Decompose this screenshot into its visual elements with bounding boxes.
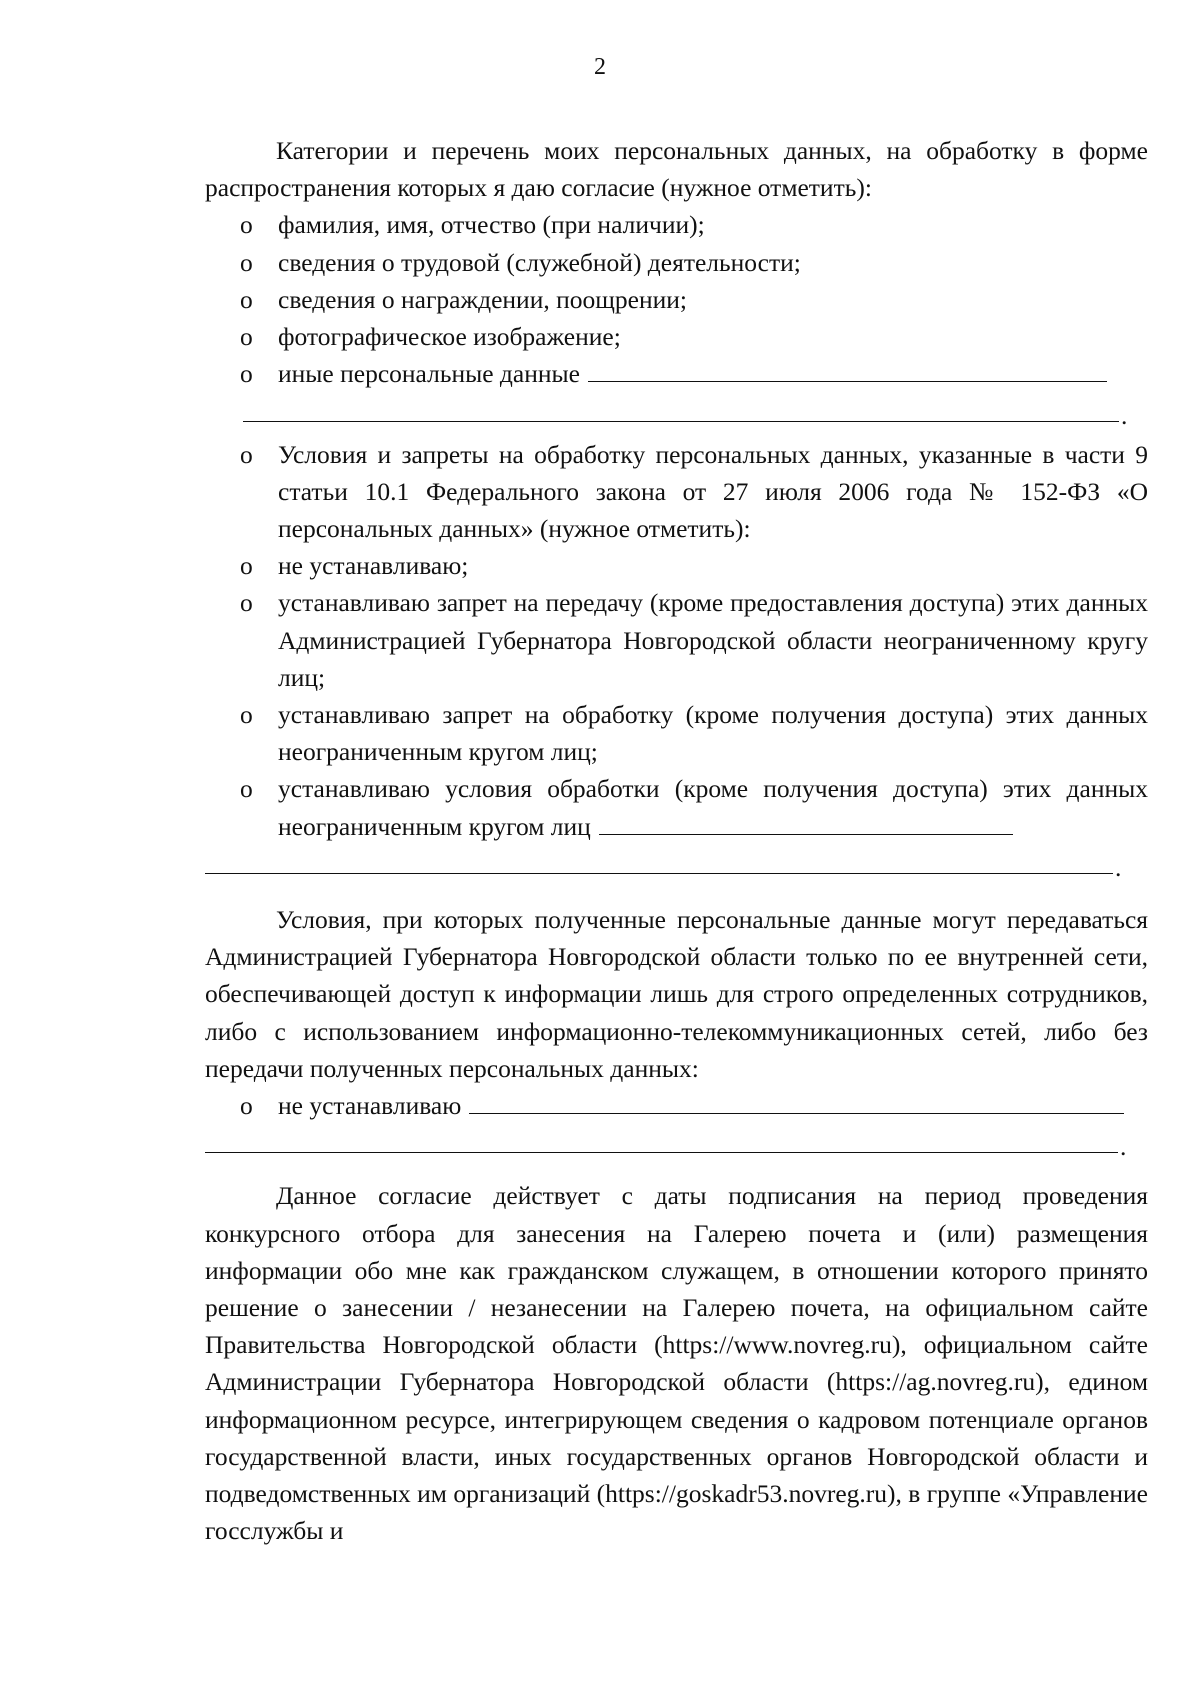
checkbox-circle-icon[interactable]: o <box>240 439 253 469</box>
checkbox-circle-icon[interactable]: o <box>240 322 253 352</box>
end-mark: . <box>1115 853 1122 883</box>
list-item-text: сведения о награждении, поощрении; <box>278 284 687 314</box>
transfer-conditions-list <box>205 1087 1148 1124</box>
list-item <box>205 355 1148 392</box>
transfer-continuation-line <box>205 1124 1148 1161</box>
end-mark: . <box>1121 400 1128 430</box>
page-number: 2 <box>594 54 606 80</box>
categories-intro: Категории и перечень моих персональных данных, на обработку в форме распространения которых я даю согласие (нужное отметить): <box>205 136 1148 203</box>
transfer-fill-line[interactable] <box>469 1090 1124 1114</box>
list-item-text: устанавливаю запрет на обработку (кроме получения доступа) этих данных неограниченным кругом лиц; <box>278 700 1148 767</box>
list-item <box>205 244 1148 281</box>
list-item-text: фотографическое изображение; <box>278 322 621 352</box>
checkbox-circle-icon[interactable]: o <box>240 210 253 240</box>
document-body <box>205 132 1148 1549</box>
checkbox-circle-icon[interactable]: o <box>240 284 253 314</box>
fill-rule[interactable] <box>243 421 1119 422</box>
list-item-text: сведения о трудовой (служебной) деятельности; <box>278 247 801 277</box>
fill-rule[interactable] <box>205 873 1113 874</box>
list-item <box>205 318 1148 355</box>
list-item-text: Условия и запреты на обработку персональных данных, указанные в части 9 статьи 10.1 Федерального закона от 27 июля 2006 года № 152-ФЗ «О персональных данных» (нужное отметить): <box>278 439 1148 544</box>
conditions-continuation-line <box>205 845 1148 882</box>
other-data-fill-line[interactable] <box>588 358 1107 382</box>
categories-list <box>205 206 1148 392</box>
list-item-text: не устанавливаю; <box>278 551 469 581</box>
list-item-text: не устанавливаю <box>278 1091 462 1121</box>
checkbox-circle-icon[interactable]: o <box>240 247 253 277</box>
list-item <box>205 206 1148 243</box>
consent-validity-paragraph: Данное согласие действует с даты подписания на период проведения конкурсного отбора для занесения на Галерею почета и (или) размещения информации обо мне как гражданском служащем, в отношении которого принято решение о занесении / незанесении на Галерею почета, на официальном сайте Правительства Новгородской области (https://www.novreg.ru), официальном сайте Администрации Губернатора Новгородской области (https://ag.novreg.ru), едином информационном ресурсе, интегрирующем сведения о кадровом потенциале органов государственной власти, иных государственных органов Новгородской области и подведомственных им организаций (https://goskadr53.novreg.ru), в группе «Управление госслужбы и <box>205 1181 1148 1546</box>
checkbox-circle-icon[interactable]: o <box>240 588 253 618</box>
list-item-text: устанавливаю условия обработки (кроме получения доступа) этих данных неограниченным кругом лиц <box>278 774 1148 841</box>
restrictions-list <box>205 436 1148 845</box>
list-item-text: фамилия, имя, отчество (при наличии); <box>278 210 705 240</box>
list-item <box>205 1087 1148 1124</box>
list-item <box>205 696 1148 770</box>
checkbox-circle-icon[interactable]: o <box>240 359 253 389</box>
transfer-conditions-paragraph: Условия, при которых полученные персональные данные могут передаваться Администрацией Губернатора Новгородской области только по ее внутренней сети, обеспечивающей доступ к информации лишь для строго определенных сотрудников, либо с использованием информационно-телекоммуникационных сетей, либо без передачи полученных персональных данных: <box>205 905 1148 1083</box>
list-item <box>205 584 1148 696</box>
list-item <box>205 281 1148 318</box>
list-item-text: устанавливаю запрет на передачу (кроме предоставления доступа) этих данных Администрацией Губернатора Новгородской области неограниченному кругу лиц; <box>278 588 1148 692</box>
conditions-fill-line[interactable] <box>599 811 1013 835</box>
list-item <box>205 770 1148 844</box>
checkbox-circle-icon[interactable]: o <box>240 1091 253 1121</box>
other-data-continuation-line <box>205 392 1148 429</box>
list-item <box>205 547 1148 584</box>
list-item <box>205 436 1148 548</box>
fill-rule[interactable] <box>205 1152 1118 1153</box>
end-mark: . <box>1120 1132 1127 1162</box>
list-item-text: иные персональные данные <box>278 359 580 389</box>
checkbox-circle-icon[interactable]: o <box>240 551 253 581</box>
checkbox-circle-icon[interactable]: o <box>240 774 253 804</box>
checkbox-circle-icon[interactable]: o <box>240 700 253 730</box>
